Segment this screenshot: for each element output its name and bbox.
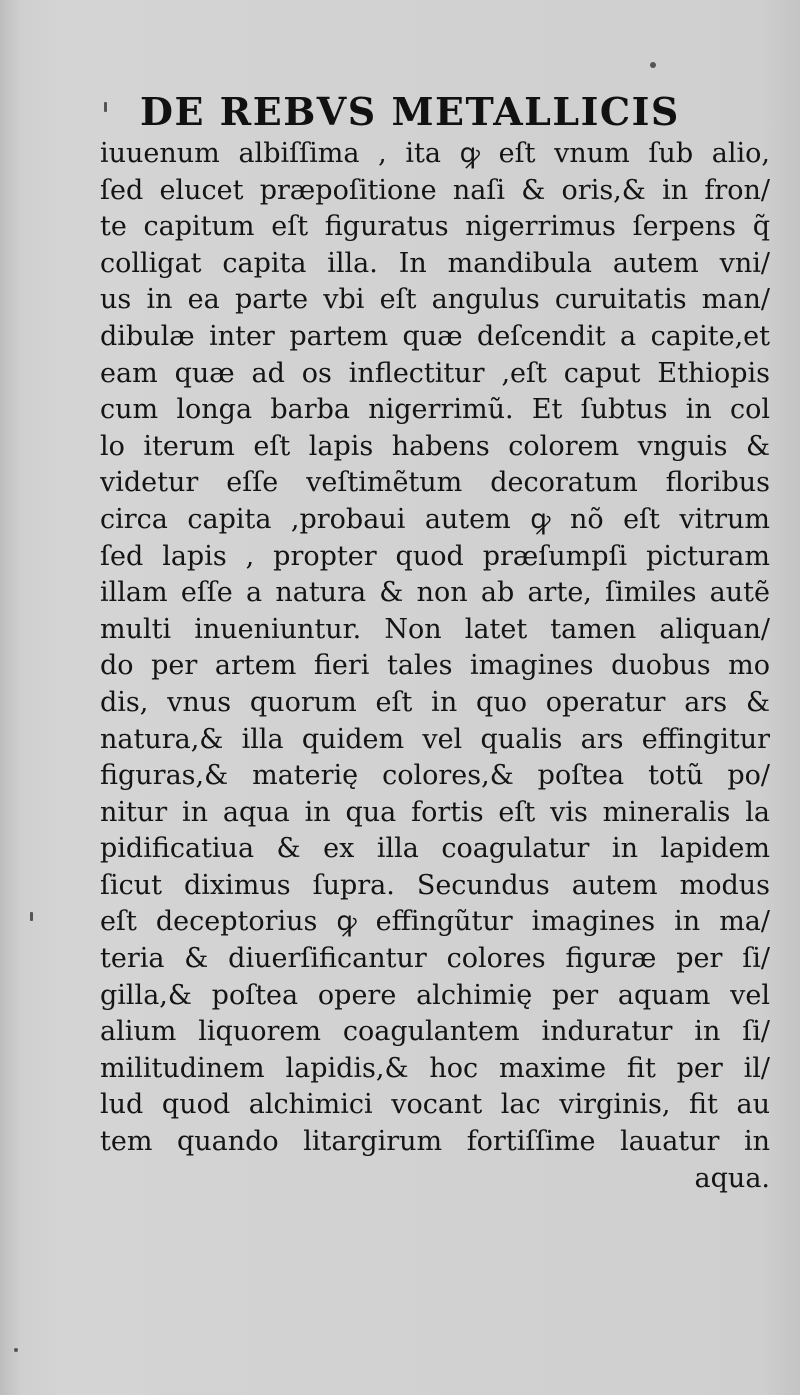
text-line: multi inueniuntur. Non latet tamen aliquan/ (100, 613, 770, 645)
text-line: us in ea parte vbi eſt angulus curuitatis man/ (100, 284, 770, 316)
text-line: eſt deceptorius ꝙ effingũtur imagines in ma/ (100, 906, 770, 938)
text-line: eam quæ ad os inflectitur ,eſt caput Ethiopis (100, 357, 770, 389)
text-line: natura,& illa quidem vel qualis ars effingitur (100, 723, 770, 755)
text-line: ſed lapis , propter quod præſumpſi picturam (100, 540, 770, 572)
running-head: DE REBVS METALLICIS (140, 89, 680, 134)
text-line: ſicut diximus ſupra. Secundus autem modus (100, 869, 770, 901)
text-line: nitur in aqua in qua fortis eſt vis mineralis la (100, 796, 770, 828)
text-line: colligat capita illa. In mandibula autem vni/ (100, 247, 770, 279)
text-line: illam eſſe a natura & non ab arte, ſimiles autẽ (100, 577, 770, 609)
text-line: te capitum eſt figuratus nigerrimus ſerpens q̃ (100, 211, 770, 243)
text-line: tem quando litargirum fortiſſime lauatur in (100, 1126, 770, 1158)
ink-speck (30, 912, 33, 921)
text-line: pidificatiua & ex illa coagulatur in lapidem (100, 833, 770, 865)
body-text (100, 136, 770, 1197)
text-line: do per artem fieri tales imagines duobus mo (100, 650, 770, 682)
text-line: lo iterum eſt lapis habens colorem vnguis & (100, 430, 770, 462)
text-line-final: aqua. (694, 1162, 770, 1194)
text-line: militudinem lapidis,& hoc maxime fit per il/ (100, 1052, 770, 1084)
text-line: iuuenum albiſſima , ita ꝙ eſt vnum ſub alio, (100, 138, 770, 169)
text-line: teria & diuerſificantur colores figuræ per ſi/ (100, 943, 770, 975)
text-line: cum longa barba nigerrimũ. Et ſubtus in col (100, 394, 770, 426)
text-line: dibulæ inter partem quæ deſcendit a capite,et (100, 320, 770, 352)
text-line: figuras,& materię colores,& poſtea totũ po/ (100, 760, 770, 792)
ink-speck (14, 1348, 18, 1352)
text-line: dis, vnus quorum eſt in quo operatur ars & (100, 686, 770, 718)
text-line: lud quod alchimici vocant lac virginis, fit au (100, 1089, 770, 1121)
text-line: videtur eſſe veſtimẽtum decoratum floribus (100, 467, 770, 499)
text-line: alium liquorem coagulantem induratur in ſi/ (100, 1016, 770, 1048)
text-line: ſed elucet præpoſitione naſi & oris,& in fron/ (100, 174, 770, 206)
ink-speck (104, 102, 107, 112)
text-line: circa capita ,probaui autem ꝙ nõ eſt vitrum (100, 503, 770, 535)
ink-speck (650, 62, 656, 68)
text-line: gilla,& poſtea opere alchimię per aquam vel (100, 979, 770, 1011)
